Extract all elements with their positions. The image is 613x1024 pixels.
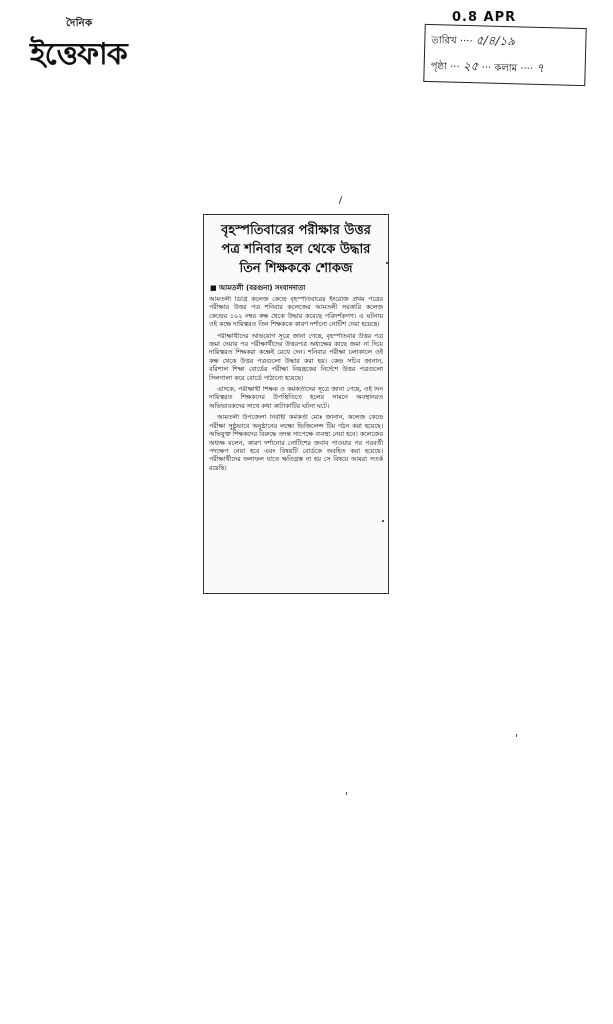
scan-speck [382, 520, 384, 522]
stamp-date: 0.8 APR [452, 10, 517, 25]
headline-line-2: পত্র শনিবার হল থেকে উদ্ধার [221, 242, 371, 257]
article-body [209, 296, 383, 473]
article-byline: ■ আমতলী (বরগুনা) সংবাদদাতা [210, 284, 306, 292]
archive-stamp [423, 24, 586, 86]
stamp-page-handwritten: ২৫ [462, 58, 479, 74]
stamp-column-label: কলাম [494, 62, 518, 75]
stamp-date-handwritten: ৫/৪/১৯ [475, 33, 516, 49]
scan-speck [346, 792, 347, 795]
masthead-daily-label: দৈনিক [66, 18, 93, 29]
stamp-date-row: তারিখ ···· ৫/৪/১৯ [431, 33, 516, 49]
article-paragraph-3: এদিকে, পরীক্ষার্থী শিক্ষক ও কর্মকর্তাদের সূত্রে জানা গেছে, ওই দিন দায়িত্বরত শিক্ষকদের উপস্থিতিতে হলের সামনে অবস্থানরত অভিভাবকদের সাথে কথা কাটাকাটির ঘটনা ঘটে। [209, 386, 383, 410]
headline-line-1: বৃহস্পতিবারের পরীক্ষার উত্তর [221, 223, 371, 238]
article-paragraph-1: আমতলী ডিগ্রি কলেজ কেন্দ্রে বৃহস্পতিবারের ইংরেজি প্রথম পত্রের পরীক্ষার উত্তর পত্র শনিবার কলেজের আমতলী সরকারি কলেজ কেন্দ্রের ১০২ নম্বর কক্ষ থেকে উদ্ধার করেছে পরিদর্শকগণ। এ ঘটনায় ওই কক্ষে দায়িত্বরত তিন শিক্ষককে কারণ দর্শানো নোটিশ দেয়া হয়েছে। [209, 296, 383, 329]
news-clipping [203, 214, 389, 594]
stamp-column-handwritten: ৭ [536, 60, 545, 76]
scan-mark [339, 196, 343, 204]
stamp-date-label: তারিখ [431, 35, 457, 47]
stamp-page-label: পৃষ্ঠা [430, 61, 448, 73]
article-paragraph-4: আমতলী উপজেলা নির্বাহী কর্মকর্তা মোঃ জানান, কলেজ কেন্দ্রে পরীক্ষা সুষ্ঠুভাবে অনুষ্ঠানের লক্ষ্যে ভিজিলেন্স টিম গঠন করা হয়েছে। অভিযুক্ত শিক্ষকদের বিরুদ্ধে তদন্ত সাপেক্ষে ব্যবস্থা নেয়া হবে। কলেজের অধ্যক্ষ বলেন, কারণ দর্শানোর নোটিশের জবাব পাওয়ার পর পরবর্তী পদক্ষেপ নেয়া হবে এবং বিষয়টি বোর্ডকে অবহিত করা হয়েছে। পরীক্ষার্থীদের ফলাফল যাতে ক্ষতিগ্রস্ত না হয় সে বিষয়ে আমরা সতর্ক রয়েছি। [209, 414, 383, 472]
article-paragraph-2: পরীক্ষার্থীদের অভিযোগ সূত্রে জানা গেছে, বৃহস্পতিবার উত্তর পত্র জমা দেয়ার পর পরীক্ষার্থীদের উত্তরপত্র অধ্যক্ষের কাছে জমা না দিয়ে দায়িত্বরত শিক্ষকরা কক্ষেই রেখে দেন। শনিবার পরীক্ষা চলাকালে ওই কক্ষ থেকে উত্তর পত্রগুলো উদ্ধার করা হয়। কেন্দ্র সচিব জানান, বরিশাল শিক্ষা বোর্ডের পরীক্ষা নিয়ন্ত্রকের নির্দেশে উত্তর পত্রগুলো সিলগালা করে বোর্ডে পাঠানো হয়েছে। [209, 332, 383, 382]
newspaper-masthead [30, 16, 180, 80]
stamp-page-row: পৃষ্ঠা ··· ২৫ ··· কলাম ···· ৭ [430, 58, 545, 76]
scan-speck [386, 262, 388, 264]
masthead-title: ইত্তেফাক [30, 37, 127, 72]
scan-speck [516, 734, 517, 737]
headline-line-3: তিন শিক্ষককে শোকজ [239, 261, 353, 276]
article-headline [210, 221, 382, 278]
